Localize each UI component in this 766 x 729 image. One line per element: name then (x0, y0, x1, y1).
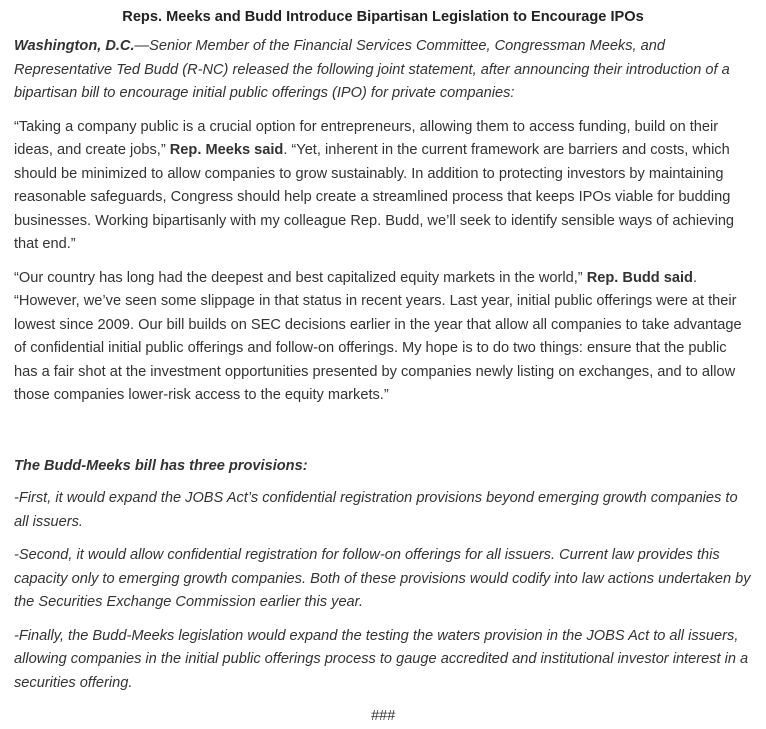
dateline: Washington, D.C. (14, 38, 135, 54)
page-title: Reps. Meeks and Budd Introduce Bipartisan Legislation to Encourage IPOs (122, 9, 644, 25)
meeks-quote-paragraph (14, 116, 752, 257)
budd-speaker: Rep. Budd said (586, 269, 693, 286)
provision-item: -Finally, the Budd-Meeks legislation would expand the testing the waters provision in the JOBS Act to all issuers, allowing companies in the initial public offerings process to gauge accredited and institutional investor interest in a securities offering. (14, 627, 749, 691)
budd-quote-part2: . “However, we’ve seen some slippage in that status in recent years. Last year, initial public offerings were at their lowest since 2009. Our bill builds on SEC decisions earlier in the year that allow all companies to take advantage of confidential initial public offerings and follow-on offerings. My hope is to do two things: ensure that the public has a fair shot at the investment opportunities presented by companies newly listing on exchanges, and to allow those companies lower-risk access to the equity markets.” (14, 269, 742, 403)
end-mark: ### (370, 708, 396, 724)
budd-quote-paragraph (14, 267, 752, 408)
budd-quote-part1: “Our country has long had the deepest and best capitalized equity markets in the world,” (14, 269, 587, 286)
meeks-speaker: Rep. Meeks said (169, 142, 284, 158)
provisions-heading: The Budd-Meeks bill has three provisions: (14, 457, 308, 474)
meeks-quote-part1: “Taking a company public is a crucial option for entrepreneurs, allowing them to access funding, build on their ideas, and create jobs,” (14, 118, 719, 158)
provision-item: -First, it would expand the JOBS Act’s confidential registration provisions beyond emerging growth companies to all issuers. (14, 490, 738, 530)
section-spacer (14, 418, 752, 455)
meeks-quote-part2: . “Yet, inherent in the current framework are barriers and costs, which should be minimized to allow companies to grow sustainably. In addition to protecting investors by maintaining reasonable safeguards, Congress should help create a streamlined process that keeps IPOs viable for budding businesses. Working bipartisanly with my colleague Rep. Budd, we’ll seek to identify sensible ways of achieving that end.” (14, 142, 735, 252)
intro-paragraph (14, 35, 752, 106)
provision-item: -Second, it would allow confidential registration for follow-on offerings for all issuers. Current law provides this capacity only to emerging growth companies. Both of these provisions would codify into law actions undertaken by the Securities Exchange Commission earlier this year. (14, 547, 751, 610)
intro-text: —Senior Member of the Financial Services Committee, Congressman Meeks, and Representative Ted Budd (R-NC) released the following joint statement, after announcing their introduction of a bipartisan bill to encourage initial public offerings (IPO) for private companies: (14, 38, 730, 101)
